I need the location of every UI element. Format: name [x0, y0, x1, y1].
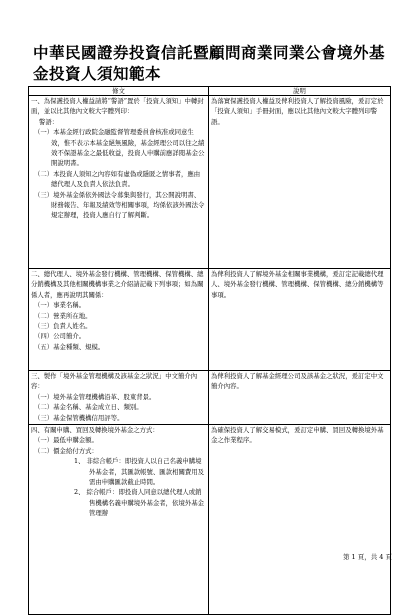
table-row	[29, 425, 391, 615]
article-paragraph: （一）本基金經行政院金融監督管理委員會核准或同意生效，惟不表示本基金絕無風險，基金經理公司以往之績效不保證基金之最低收益，投資人申購前應詳閱基金公開說明書。	[34, 128, 205, 168]
article-paragraph: （一）最低申購金額。	[34, 436, 98, 445]
article-cell	[29, 371, 209, 425]
article-paragraph: （一）事業名稱。	[34, 301, 86, 310]
article-cell	[29, 425, 209, 615]
articles-table	[28, 86, 391, 615]
explanation-cell: 為確保投資人了解交易模式，爰訂定申購、買回及轉換境外基金之作業程序。	[209, 425, 391, 615]
article-paragraph: 四、有關申購、買回及轉換境外基金之方式：	[31, 426, 159, 435]
header-explanation: 說明	[209, 87, 391, 96]
article-paragraph: 一、為保護投資人權益請將“警語”置於「投資人須知」中轉封面，並以比其他內文較大字體列印：	[31, 97, 204, 116]
explanation-cell: 為落實保護投資人權益及俾利投資人了解投資風險，爰訂定於「投資人須知」手冊封面，應以比其他內文較大字體列印警語。	[209, 96, 391, 269]
article-paragraph: （一）境外基金管理機構沿革、股東背景。	[34, 392, 156, 401]
article-cell	[29, 96, 209, 269]
article-paragraph: （二）價金給付方式：	[34, 446, 98, 455]
article-paragraph: （三）負責人姓名。	[34, 322, 92, 331]
explanation-cell: 為俾利投資人了解境外基金相關事業機構，爰訂定記載總代理人、境外基金發行機構、管理機構、保管機構、總分銷機構等事項。	[209, 269, 391, 371]
article-paragraph: （三）境外基金係依外國法令募集與發行，其公開說明書、財務報告、年報及績效等相關事項，均係依該外國法令規定辦理，投資人應自行了解判斷。	[34, 190, 205, 220]
table-header-row	[29, 87, 391, 96]
article-paragraph: （五）基金種類、規模。	[34, 342, 105, 351]
article-paragraph: （三）基金保管機構信用評等。	[34, 413, 124, 422]
explanation-cell: 為俾利投資人了解基金經理公司及該基金之狀況，爰訂定中文簡介內容。	[209, 371, 391, 425]
table-row	[29, 371, 391, 425]
article-paragraph: 二、總代理人、境外基金發行機構、管理機構、保管機構、總分銷機構及其他相關機構事業之介紹請記載下列事項；如為關係人者，應再說明其關係：	[31, 270, 204, 299]
article-paragraph: （二）營業所在地。	[34, 311, 92, 320]
page-number: 第 1 頁，共 4 頁	[342, 553, 392, 561]
article-paragraph: （二）基金名稱、基金成立日、類別。	[34, 403, 143, 412]
header-article: 條文	[29, 87, 209, 96]
document-title: 中華民國證券投資信託暨顧問商業同業公會境外基金投資人須知範本	[33, 43, 386, 83]
article-paragraph: 三、製作「境外基金管理機構及該基金之狀況」中文簡介內容：	[31, 372, 198, 391]
article-paragraph: （四）公司簡介。	[34, 332, 86, 341]
article-paragraph: 警語：	[39, 117, 59, 126]
article-cell	[29, 269, 209, 371]
article-paragraph: 1、 非綜合帳戶：即投資人以自己名義申購境外基金者，其匯款帳號、匯款相關費用及需由申購匯款截止時間。	[74, 457, 205, 487]
article-paragraph: （二）本投資人須知之內容如有虛偽或隱匿之情事者，應由總代理人及負責人依法負責。	[34, 169, 201, 189]
table-row	[29, 269, 391, 371]
article-paragraph: 2、 綜合帳戶：即投資人同意以總代理人或銷售機構名義申購境外基金者，依境外基金管理辦	[74, 488, 205, 518]
table-row	[29, 96, 391, 269]
